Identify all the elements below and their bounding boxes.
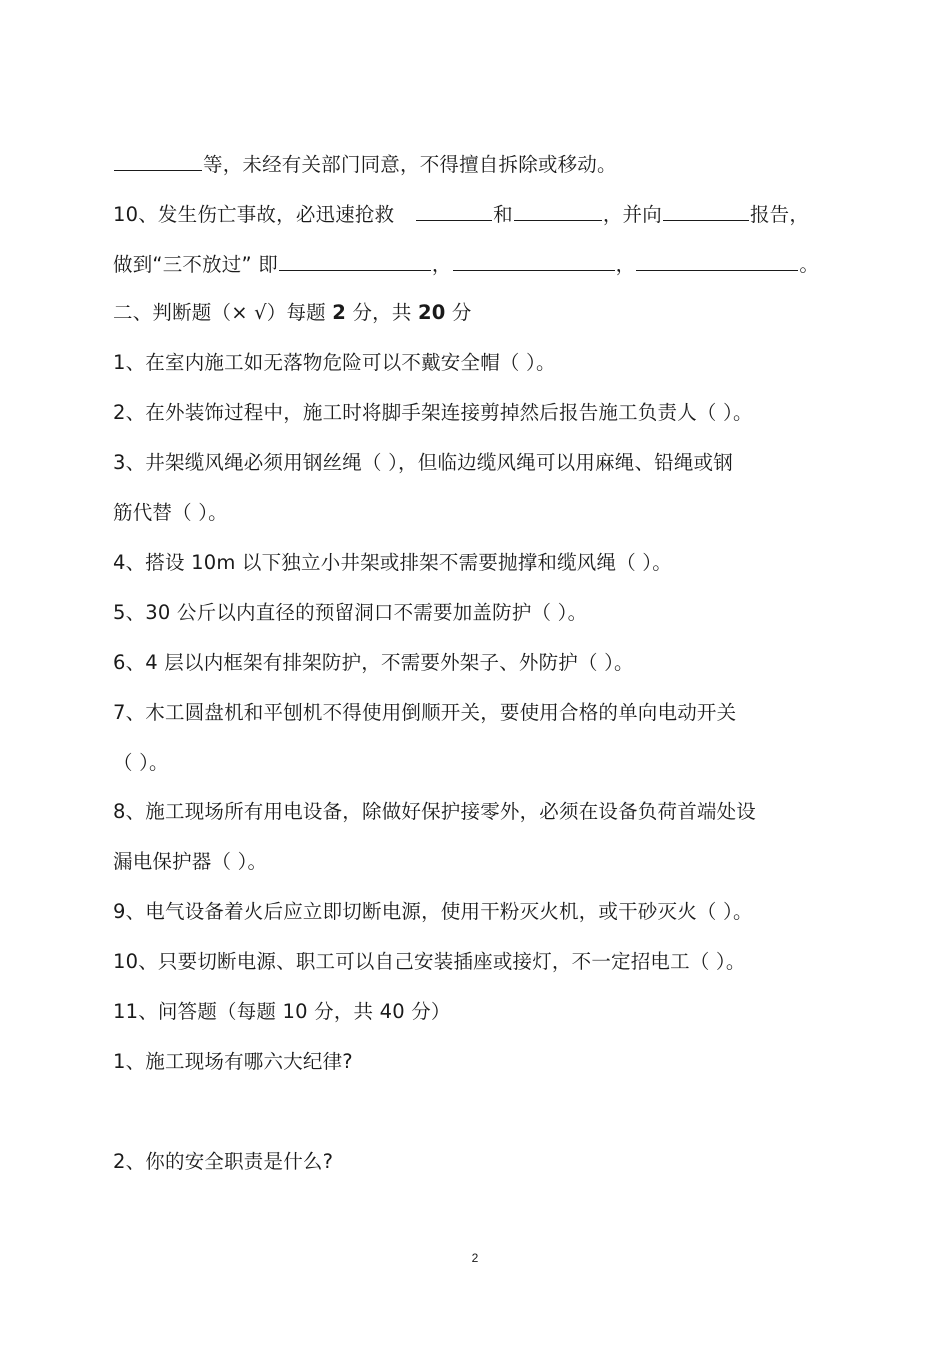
total-points-value: 20 bbox=[417, 301, 446, 324]
fill-in-line-1 bbox=[113, 152, 617, 177]
judgment-item-7-line-1: 7、木工圆盘机和平刨机不得使用倒顺开关，要使用合格的单向电动开关 bbox=[113, 701, 737, 724]
answer-blank bbox=[416, 202, 492, 221]
judgment-item-3-line-1: 3、井架缆风绳必须用钢丝绳（ ），但临边缆风绳可以用麻绳、铅绳或钢 bbox=[113, 451, 733, 474]
line-text: 等，未经有关部门同意，不得擅自拆除或移动。 bbox=[203, 153, 617, 176]
answer-blank bbox=[636, 252, 798, 271]
page-number: 2 bbox=[471, 1251, 479, 1265]
judgment-item-1: 1、在室内施工如无落物危险可以不戴安全帽（ ）。 bbox=[113, 351, 556, 374]
line-text: 分，共 bbox=[346, 301, 418, 324]
qa-question-2: 2、你的安全职责是什么? bbox=[113, 1150, 334, 1173]
points-value: 2 bbox=[332, 301, 347, 324]
answer-blank bbox=[453, 252, 615, 271]
line-text: 报告， bbox=[749, 203, 810, 226]
judgment-item-6: 6、4 层以内框架有排架防护，不需要外架子、外防护（ ）。 bbox=[113, 651, 634, 674]
answer-blank bbox=[514, 202, 602, 221]
judgment-item-3-line-2: 筋代替（ ）。 bbox=[113, 501, 228, 524]
line-text: ， bbox=[431, 253, 452, 276]
judgment-item-5: 5、30 公斤以内直径的预留洞口不需要加盖防护（ ）。 bbox=[113, 601, 588, 624]
line-text: 做到“三不放过” 即 bbox=[113, 253, 278, 276]
section-2-heading bbox=[113, 301, 472, 325]
question-10-line-1 bbox=[113, 202, 809, 227]
answer-blank bbox=[279, 252, 431, 271]
judgment-item-10: 10、只要切断电源、职工可以自己安装插座或接灯，不一定招电工（ ）。 bbox=[113, 950, 746, 973]
question-10-line-2 bbox=[113, 252, 819, 277]
judgment-item-7-line-2: （ ）。 bbox=[113, 751, 169, 774]
line-text: 二、判断题（× √）每题 bbox=[113, 301, 333, 324]
judgment-item-9: 9、电气设备着火后应立即切断电源，使用干粉灭火机，或干砂灭火（ ）。 bbox=[113, 900, 753, 923]
judgment-item-8-line-2: 漏电保护器（ ）。 bbox=[113, 850, 268, 873]
line-text: 分 bbox=[445, 301, 472, 324]
line-text: ， bbox=[615, 253, 636, 276]
judgment-item-2: 2、在外装饰过程中，施工时将脚手架连接剪掉然后报告施工负责人（ ）。 bbox=[113, 401, 753, 424]
answer-blank bbox=[114, 152, 202, 171]
judgment-item-4: 4、搭设 10m 以下独立小井架或排架不需要抛撑和缆风绳（ ）。 bbox=[113, 551, 672, 574]
line-text: 和 bbox=[493, 203, 513, 226]
line-text: ，并向 bbox=[602, 203, 662, 226]
line-text: 。 bbox=[799, 253, 820, 276]
qa-question-1: 1、施工现场有哪六大纪律? bbox=[113, 1050, 353, 1073]
answer-blank bbox=[663, 202, 749, 221]
section-3-heading: 11、问答题（每题 10 分，共 40 分） bbox=[113, 1000, 451, 1023]
judgment-item-8-line-1: 8、施工现场所有用电设备，除做好保护接零外，必须在设备负荷首端处设 bbox=[113, 800, 757, 823]
line-text: 10、发生伤亡事故，必迅速抢救 bbox=[113, 203, 395, 226]
